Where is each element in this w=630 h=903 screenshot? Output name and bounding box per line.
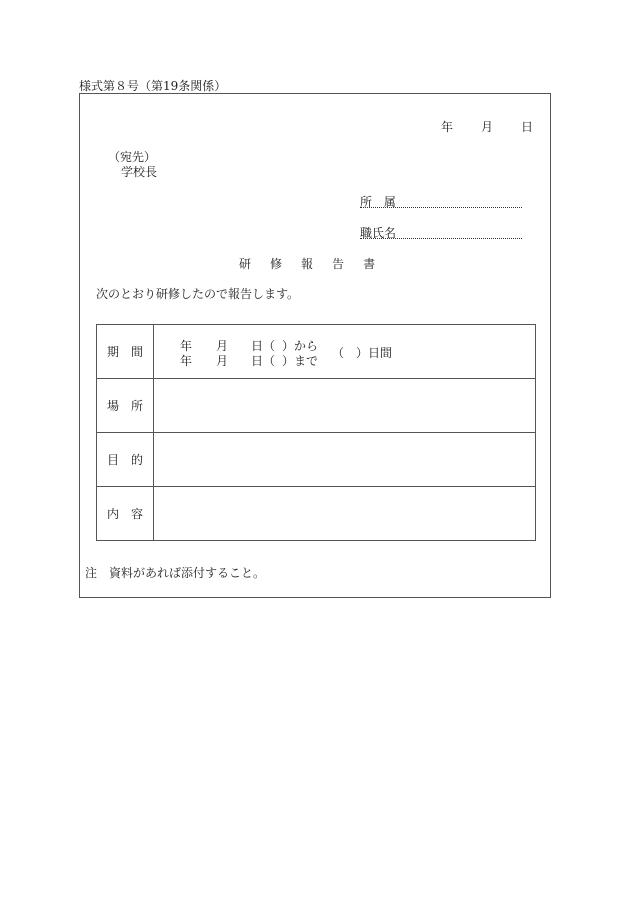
days-count: （ ）日間 bbox=[332, 346, 393, 360]
title-char: 修 bbox=[270, 257, 283, 271]
document-title bbox=[239, 258, 375, 270]
affiliation-label: 所 属 bbox=[360, 195, 396, 209]
period-label: 期 間 bbox=[97, 325, 154, 379]
purpose-field[interactable] bbox=[154, 433, 536, 487]
date-year: 年 bbox=[441, 120, 454, 134]
addressee-label: （宛先） bbox=[108, 150, 157, 164]
name-field[interactable] bbox=[360, 238, 522, 239]
date-month: 月 bbox=[481, 120, 494, 134]
to-month: 月 bbox=[216, 354, 229, 368]
to-year: 年 bbox=[180, 354, 193, 368]
from-year: 年 bbox=[180, 339, 193, 353]
title-char: 書 bbox=[363, 257, 376, 271]
from-suffix: ）から bbox=[282, 339, 319, 353]
table-row bbox=[97, 433, 536, 487]
period-field[interactable] bbox=[154, 325, 536, 379]
title-char: 告 bbox=[332, 257, 345, 271]
from-day: 日（ bbox=[251, 339, 276, 353]
purpose-label: 目 的 bbox=[97, 433, 154, 487]
to-day: 日（ bbox=[251, 354, 276, 368]
name-label: 職氏名 bbox=[360, 226, 397, 240]
from-month: 月 bbox=[216, 339, 229, 353]
content-label: 内 容 bbox=[97, 487, 154, 541]
date-line bbox=[441, 121, 533, 133]
affiliation-field[interactable] bbox=[360, 207, 522, 208]
addressee-name: 学校長 bbox=[121, 165, 158, 179]
to-suffix: ）まで bbox=[282, 354, 319, 368]
intro-text: 次のとおり研修したので報告します。 bbox=[96, 287, 300, 301]
title-char: 報 bbox=[301, 257, 314, 271]
date-day: 日 bbox=[521, 120, 534, 134]
form-number: 様式第８号（第19条関係） bbox=[79, 79, 227, 93]
table-row bbox=[97, 487, 536, 541]
note-text: 注 資料があれば添付すること。 bbox=[85, 566, 266, 580]
table-row bbox=[97, 379, 536, 433]
content-field[interactable] bbox=[154, 487, 536, 541]
place-field[interactable] bbox=[154, 379, 536, 433]
place-label: 場 所 bbox=[97, 379, 154, 433]
title-char: 研 bbox=[239, 257, 252, 271]
table-row bbox=[97, 325, 536, 379]
report-table bbox=[96, 324, 536, 541]
